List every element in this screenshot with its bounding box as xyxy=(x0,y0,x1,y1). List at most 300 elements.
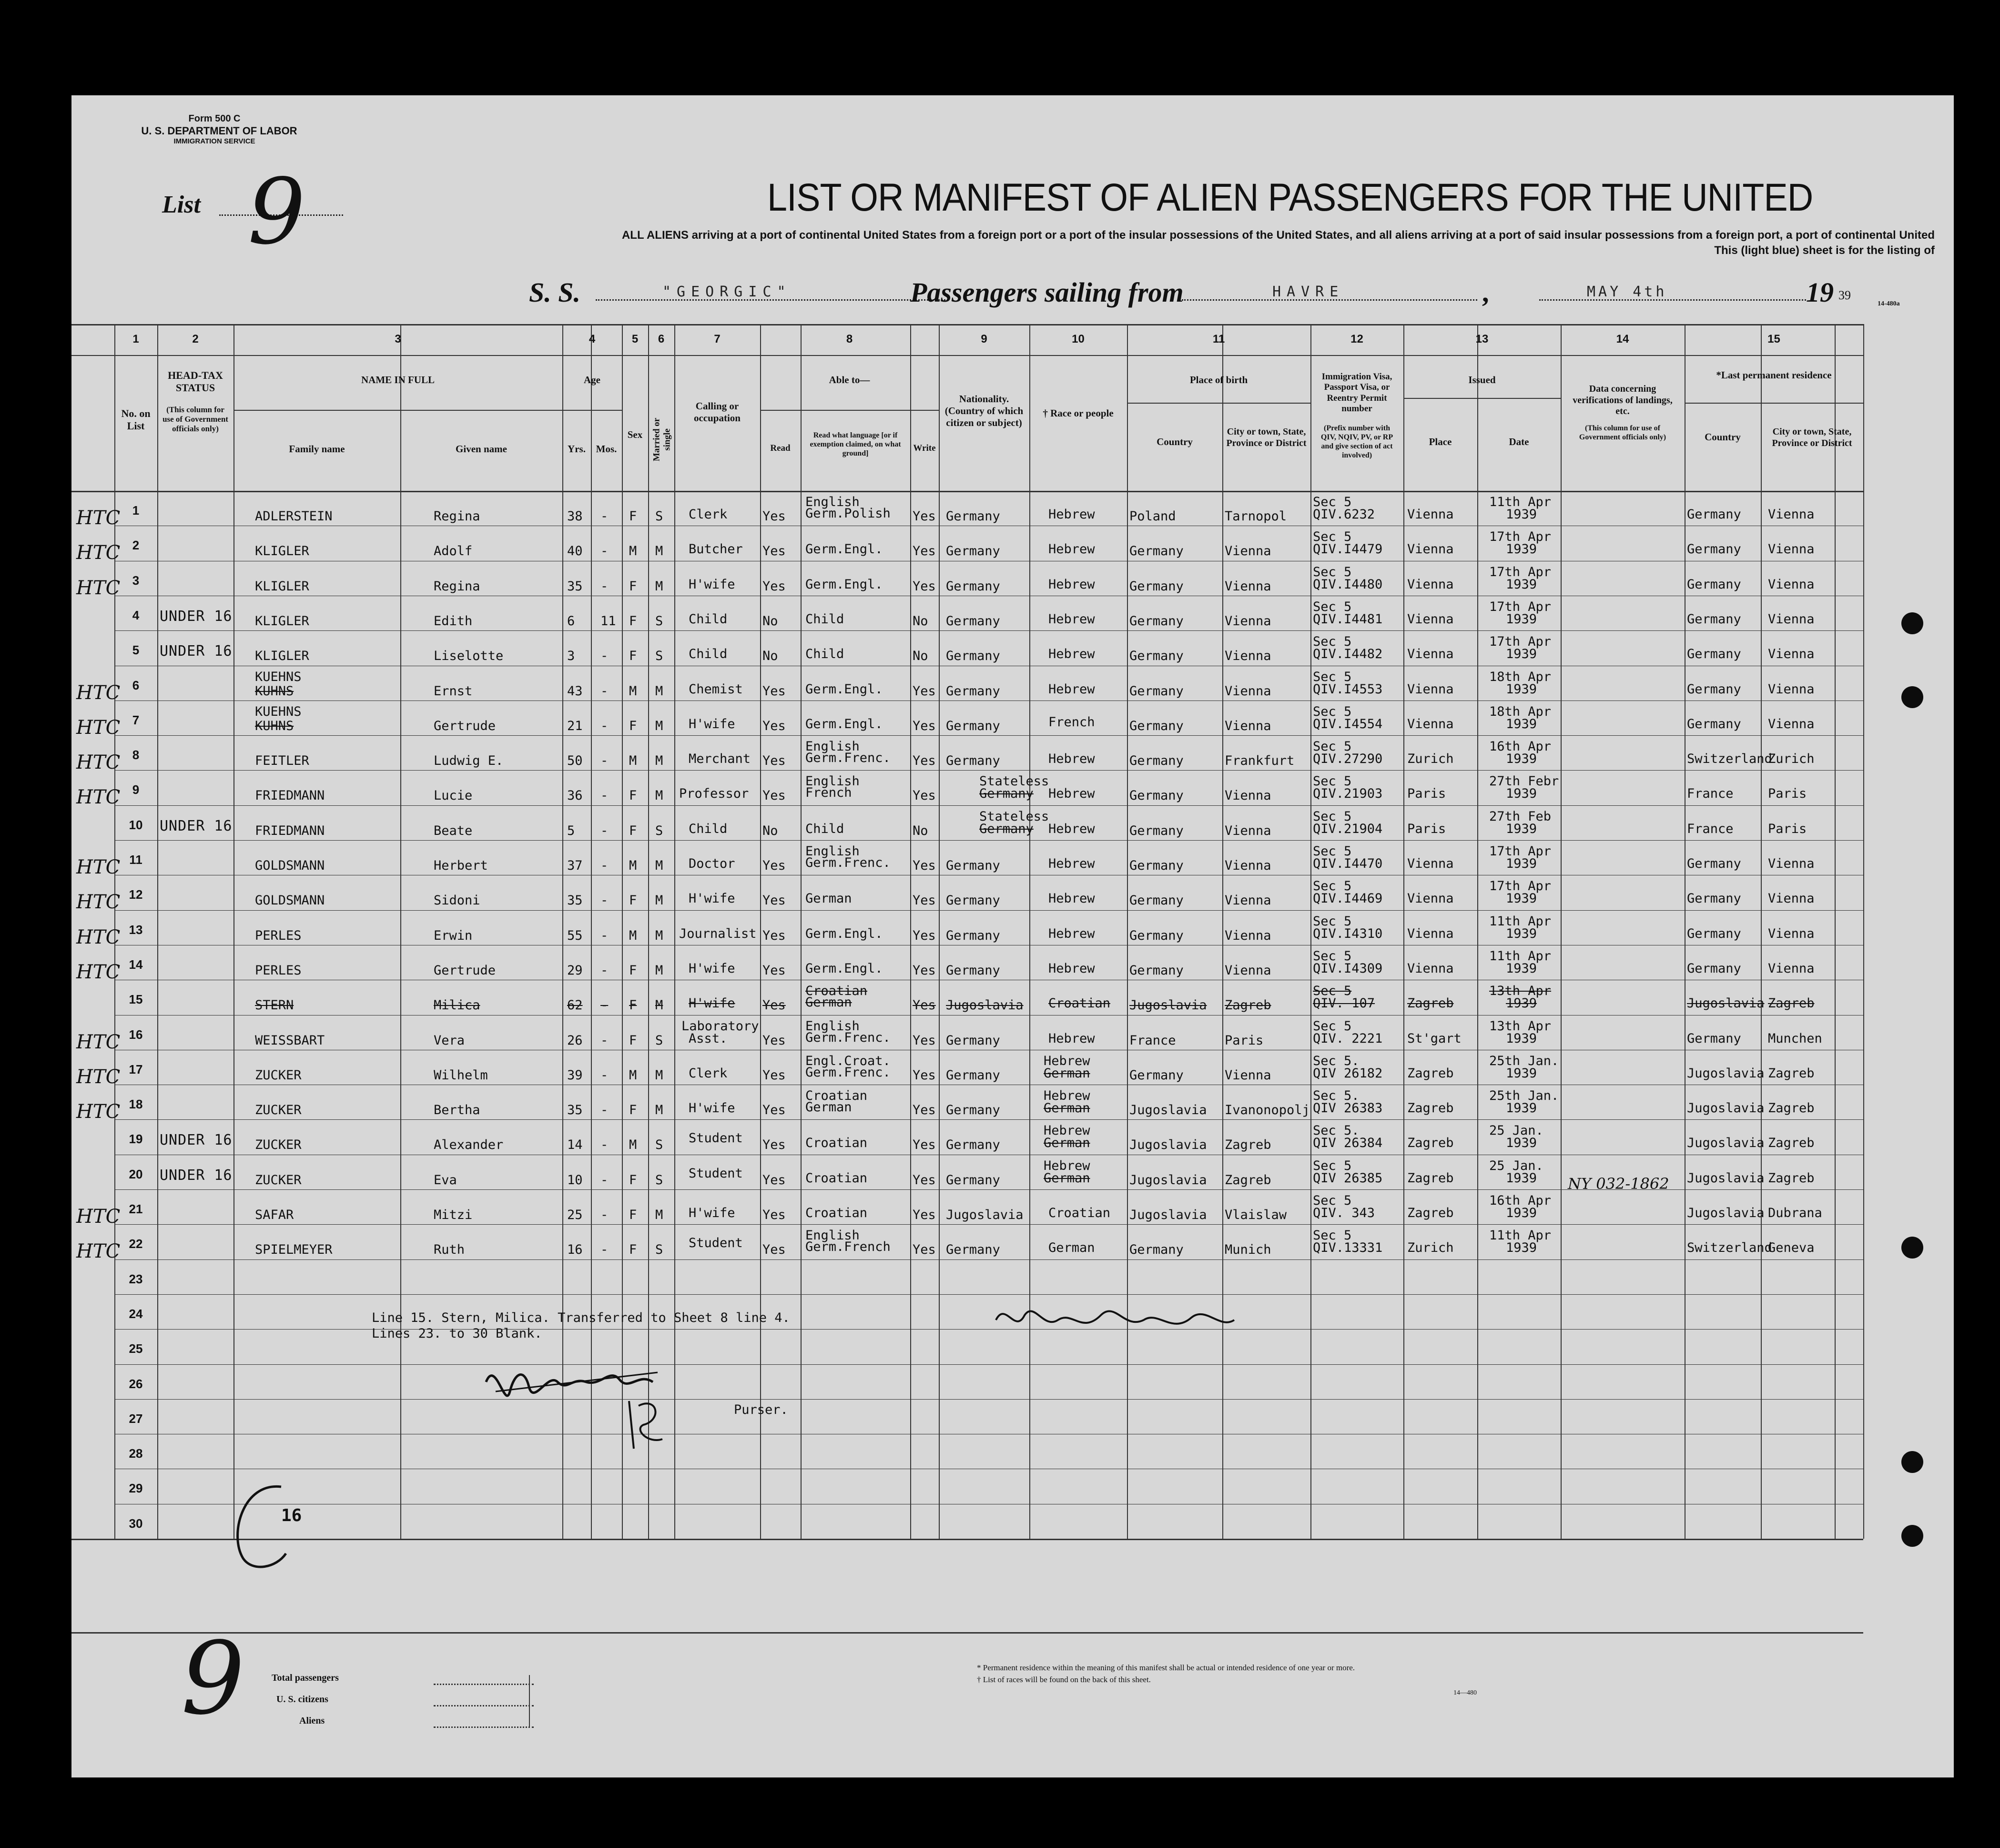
birth-city: Tarnopol xyxy=(1225,509,1287,524)
row-number: 19 xyxy=(129,1132,143,1147)
sailing-date: MAY 4th xyxy=(1587,284,1667,300)
given-name: Ernst xyxy=(434,683,473,699)
sex: F xyxy=(629,823,637,838)
read: Yes xyxy=(762,718,786,733)
issued-place: Zagreb xyxy=(1407,1136,1454,1151)
age-years: 3 xyxy=(567,649,575,664)
column-rule xyxy=(1222,324,1223,1539)
residence-country: Germany xyxy=(1687,926,1741,941)
birth-city: Vienna xyxy=(1225,928,1271,943)
visa-number: QIV 26384 xyxy=(1313,1136,1383,1151)
issued-date-year: 1939 xyxy=(1506,751,1537,767)
residence-city: Vienna xyxy=(1768,891,1815,906)
column-rule xyxy=(400,324,401,1539)
issued-date-year: 1939 xyxy=(1506,961,1537,976)
visa-number: QIV.I4481 xyxy=(1313,611,1383,627)
read: Yes xyxy=(762,998,786,1013)
row-rule xyxy=(114,1364,1863,1365)
write: Yes xyxy=(913,1172,936,1188)
row-rule xyxy=(114,770,1863,771)
issued-place: Vienna xyxy=(1407,961,1454,976)
family-name: ZUCKER xyxy=(255,1137,302,1153)
given-name: Gertrude xyxy=(434,963,496,978)
issued-date-year: 1939 xyxy=(1506,716,1537,731)
race: Hebrew xyxy=(1048,926,1095,941)
read-language-top: English xyxy=(805,495,860,509)
visa-number: QIV. 107 xyxy=(1313,996,1375,1011)
birth-country: Germany xyxy=(1129,823,1184,838)
family-name: KLIGLER xyxy=(255,649,309,664)
aliens-dotline xyxy=(434,1726,534,1728)
read-language: Germ.Engl. xyxy=(805,926,883,941)
htc-mark: HTC xyxy=(76,542,121,564)
sex: M xyxy=(629,1137,637,1153)
officer-signature xyxy=(991,1296,1239,1349)
birth-country: Jugoslavia xyxy=(1129,998,1207,1013)
visa-section: Sec 5 xyxy=(1313,669,1352,684)
visa-section: Sec 5 xyxy=(1313,1018,1352,1034)
family-name: GOLDSMANN xyxy=(255,893,325,908)
visa-section: Sec 5. xyxy=(1313,1123,1360,1138)
row-number: 23 xyxy=(129,1271,143,1286)
issued-date-year: 1939 xyxy=(1506,786,1537,802)
service-name: IMMIGRATION SERVICE xyxy=(173,137,255,145)
read: Yes xyxy=(762,1172,786,1188)
nationality: Germany xyxy=(946,718,1000,733)
issued-date-top: 17th Apr xyxy=(1489,879,1552,894)
ss-label: S. S. xyxy=(529,277,581,308)
row-number: 15 xyxy=(129,992,143,1007)
visa-section: Sec 5 xyxy=(1313,564,1352,579)
given-name: Eva xyxy=(434,1172,457,1188)
race: German xyxy=(1048,1240,1095,1256)
age-months: - xyxy=(600,928,609,943)
header-race: † Race or people xyxy=(1043,407,1114,419)
birth-city: Zagreb xyxy=(1225,1172,1271,1188)
issued-date-top: 25 Jan. xyxy=(1489,1158,1543,1173)
issued-date-top: 11th Apr xyxy=(1489,495,1552,509)
write: Yes xyxy=(913,544,936,559)
issued-date-year: 1939 xyxy=(1506,996,1537,1011)
birth-city: Ivanonopolj xyxy=(1225,1103,1310,1118)
row-number: 3 xyxy=(132,573,140,588)
read-language: Child xyxy=(805,611,844,627)
family-name: FRIEDMANN xyxy=(255,788,325,803)
birth-country: Germany xyxy=(1129,544,1184,559)
manifest-title: LIST OR MANIFEST OF ALIEN PASSENGERS FOR THE UNITED xyxy=(767,176,1813,219)
sex: F xyxy=(629,1242,637,1258)
residence-city: Vienna xyxy=(1768,611,1815,627)
marital-status: M xyxy=(655,579,663,594)
row-number: 20 xyxy=(129,1167,143,1181)
issued-date-year: 1939 xyxy=(1506,507,1537,522)
issued-date-top: 18th Apr xyxy=(1489,669,1552,684)
write: Yes xyxy=(913,718,936,733)
read: Yes xyxy=(762,1103,786,1118)
marital-status: M xyxy=(655,544,663,559)
residence-country: Jugoslavia xyxy=(1687,1101,1765,1116)
race: Hebrew xyxy=(1048,751,1095,767)
visa-number: QIV.27290 xyxy=(1313,751,1383,767)
age-years: 6 xyxy=(567,613,575,629)
column-rule xyxy=(910,324,911,1539)
read: Yes xyxy=(762,788,786,803)
given-name: Edith xyxy=(434,613,473,629)
visa-number: QIV.I4554 xyxy=(1313,716,1383,731)
calling: Child xyxy=(689,611,728,627)
row-number: 18 xyxy=(129,1097,143,1112)
visa-number: QIV. 343 xyxy=(1313,1206,1375,1220)
residence-city: Zagreb xyxy=(1768,1101,1815,1116)
port-name: HAVRE xyxy=(1272,284,1344,300)
footer-aliens: Aliens xyxy=(299,1716,325,1726)
column-number: 5 xyxy=(631,333,639,345)
row-number: 17 xyxy=(129,1062,143,1076)
residence-city: Paris xyxy=(1768,786,1807,802)
age-years: 25 xyxy=(567,1208,583,1222)
footer-us-citizens: U. S. citizens xyxy=(276,1694,328,1705)
column-rule xyxy=(1127,324,1128,1539)
residence-country: Jugoslavia xyxy=(1687,1136,1765,1151)
sex: F xyxy=(629,649,637,664)
birth-country: Germany xyxy=(1129,963,1184,978)
birth-city: Vienna xyxy=(1225,579,1271,594)
residence-country: France xyxy=(1687,821,1734,836)
citizens-dotline xyxy=(434,1705,534,1706)
age-years: 14 xyxy=(567,1137,583,1153)
read-language: Germ.Engl. xyxy=(805,961,883,976)
sex: F xyxy=(629,718,637,733)
visa-section: Sec 5 xyxy=(1313,495,1352,509)
visa-number: QIV.I4470 xyxy=(1313,856,1383,871)
race: German xyxy=(1044,1066,1090,1081)
header-residence-city: City or town, State, Province or District xyxy=(1772,426,1852,448)
visa-number: QIV.I4310 xyxy=(1313,926,1383,941)
nationality-stateless: Stateless xyxy=(979,809,1049,824)
visa-section: Sec 5 xyxy=(1313,844,1352,859)
under-16-mark: UNDER 16 xyxy=(160,608,233,625)
race: French xyxy=(1048,714,1095,730)
sex: F xyxy=(629,509,637,524)
row-rule xyxy=(114,1119,1863,1120)
family-name-correction: KUEHNS xyxy=(255,704,302,719)
calling: Student xyxy=(689,1166,743,1181)
binder-hole xyxy=(1901,1525,1923,1547)
age-months: - xyxy=(600,718,609,733)
htc-mark: HTC xyxy=(76,961,121,983)
calling: Butcher xyxy=(689,542,743,557)
nationality: Germany xyxy=(979,786,1034,802)
under-16-mark: UNDER 16 xyxy=(160,1167,233,1184)
year-prefix: 19 xyxy=(1806,277,1834,308)
read: Yes xyxy=(762,893,786,908)
read-language: Child xyxy=(805,647,844,662)
header-sex: Sex xyxy=(627,429,643,440)
column-number: 1 xyxy=(132,333,139,345)
sex: M xyxy=(629,928,637,943)
write: Yes xyxy=(913,1103,936,1118)
family-name: KLIGLER xyxy=(255,579,309,594)
purser-label: Purser. xyxy=(734,1402,788,1417)
family-name: FRIEDMANN xyxy=(255,823,325,838)
htc-mark: HTC xyxy=(76,716,121,739)
race: Hebrew xyxy=(1048,1031,1095,1046)
given-name: Sidoni xyxy=(434,893,480,908)
total-dotline xyxy=(434,1684,534,1685)
nationality: Jugoslavia xyxy=(946,1208,1024,1222)
able-subheader-rule xyxy=(760,410,939,411)
under-16-mark: UNDER 16 xyxy=(160,817,233,834)
header-head-tax: HEAD-TAX STATUS xyxy=(168,369,223,394)
visa-section: Sec 5 xyxy=(1313,634,1352,650)
family-name: FEITLER xyxy=(255,753,309,769)
residence-city: Vienna xyxy=(1768,716,1815,731)
sex: F xyxy=(629,963,637,978)
sex: M xyxy=(629,753,637,769)
issued-date-year: 1939 xyxy=(1506,821,1537,836)
marital-status: M xyxy=(655,928,663,943)
manifest-subtitle-2: This (light blue) sheet is for the listing of xyxy=(1714,244,1935,257)
age-years: 35 xyxy=(567,893,583,908)
visa-section: Sec 5 xyxy=(1313,1193,1352,1208)
htc-mark: HTC xyxy=(76,577,121,599)
given-name: Mitzi xyxy=(434,1208,473,1222)
issued-date-year: 1939 xyxy=(1506,891,1537,906)
birth-country: Germany xyxy=(1129,683,1184,699)
calling: H'wife xyxy=(689,891,735,906)
column-number: 3 xyxy=(395,333,401,345)
issued-date-top: 25th Jan. xyxy=(1489,1088,1559,1104)
row-number: 12 xyxy=(129,887,143,902)
age-months: - xyxy=(600,823,609,838)
calling: Child xyxy=(689,647,728,662)
htc-mark: HTC xyxy=(76,856,121,878)
race: Hebrew xyxy=(1048,821,1095,836)
read-language: French xyxy=(805,785,852,801)
nationality: Germany xyxy=(946,613,1000,629)
issued-date-year: 1939 xyxy=(1506,1031,1537,1046)
family-name: ADLERSTEIN xyxy=(255,509,333,524)
calling: Asst. xyxy=(689,1031,728,1046)
family-name: SPIELMEYER xyxy=(255,1242,333,1258)
issued-place: Vienna xyxy=(1407,507,1454,522)
given-name: Erwin xyxy=(434,928,473,943)
age-months: - xyxy=(600,963,609,978)
visa-section: Sec 5 xyxy=(1313,739,1352,754)
header-yrs: Yrs. xyxy=(568,443,586,455)
issued-date-top: 11th Apr xyxy=(1489,948,1552,964)
binder-hole xyxy=(1901,1237,1923,1259)
issued-date-year: 1939 xyxy=(1506,611,1537,627)
issued-place: Zagreb xyxy=(1407,1206,1454,1220)
row-number: 6 xyxy=(132,678,140,692)
marital-status: M xyxy=(655,1103,663,1118)
row-rule xyxy=(114,840,1863,841)
issued-date-top: 13th Apr xyxy=(1489,984,1552,999)
family-name: SAFAR xyxy=(255,1208,294,1222)
header-given-name: Given name xyxy=(456,443,507,455)
under-16-mark: UNDER 16 xyxy=(160,1132,233,1149)
birth-country: Germany xyxy=(1129,1242,1184,1258)
nationality: Germany xyxy=(946,858,1000,873)
birth-city: Vienna xyxy=(1225,893,1271,908)
birth-city: Vienna xyxy=(1225,718,1271,733)
age-years: 37 xyxy=(567,858,583,873)
write: No xyxy=(913,649,928,664)
read-language-top: Engl.Croat. xyxy=(805,1053,891,1068)
age-months: - xyxy=(600,788,609,803)
age-months: - xyxy=(600,649,609,664)
row-number: 29 xyxy=(129,1481,143,1496)
issued-place: Zagreb xyxy=(1407,996,1454,1011)
header-family-name: Family name xyxy=(289,443,345,455)
age-months: - xyxy=(600,753,609,769)
read-language: Germ.Frenc. xyxy=(805,1065,891,1080)
read-language: Germ.French xyxy=(805,1239,891,1255)
marital-status: M xyxy=(655,998,663,1013)
column-number: 11 xyxy=(1212,333,1225,345)
age-months: - xyxy=(600,858,609,873)
issued-place: Vienna xyxy=(1407,611,1454,627)
column-rule xyxy=(1561,324,1562,1539)
column-rule xyxy=(1310,324,1311,1539)
nationality: Jugoslavia xyxy=(946,998,1024,1013)
nationality: Germany xyxy=(946,1242,1000,1258)
column-number: 6 xyxy=(658,333,665,345)
sex: F xyxy=(629,788,637,803)
nationality: Germany xyxy=(946,1137,1000,1153)
issued-date-year: 1939 xyxy=(1506,926,1537,941)
marital-status: M xyxy=(655,893,663,908)
header-landings-note: (This column for use of Government officials only) xyxy=(1579,424,1666,441)
given-name: Vera xyxy=(434,1033,465,1048)
marital-status: M xyxy=(655,753,663,769)
age-years: 62 xyxy=(567,998,583,1013)
read-language-top: English xyxy=(805,844,860,859)
calling: Chemist xyxy=(689,681,743,697)
row-number: 21 xyxy=(129,1202,143,1216)
header-visa-note: (Prefix number with QIV, NQIV, PV, or RP and give section of act involved) xyxy=(1320,424,1393,459)
race: Hebrew xyxy=(1048,961,1095,976)
nationality: Germany xyxy=(946,753,1000,769)
read: Yes xyxy=(762,579,786,594)
birth-city: Vienna xyxy=(1225,823,1271,838)
race: Croatian xyxy=(1048,1206,1111,1220)
age-months: - xyxy=(600,1242,609,1258)
issued-date-year: 1939 xyxy=(1506,681,1537,697)
read-language: Germ.Engl. xyxy=(805,542,883,557)
row-number: 25 xyxy=(129,1341,143,1356)
column-rule xyxy=(801,324,802,1539)
issued-place: Vienna xyxy=(1407,542,1454,557)
family-name: ZUCKER xyxy=(255,1067,302,1083)
age-months: - xyxy=(600,683,609,699)
residence-city: Paris xyxy=(1768,821,1807,836)
visa-section: Sec 5 xyxy=(1313,704,1352,719)
given-name: Ruth xyxy=(434,1242,465,1258)
marital-status: M xyxy=(655,1208,663,1222)
age-months: - xyxy=(600,1103,609,1118)
footer-note-2: † List of races will be found on the back of this sheet. xyxy=(977,1675,1151,1684)
issued-date-year: 1939 xyxy=(1506,1240,1537,1256)
header-issued-date: Date xyxy=(1509,436,1529,447)
column-number: 7 xyxy=(714,333,721,345)
race: German xyxy=(1044,1136,1090,1151)
under-16-mark: UNDER 16 xyxy=(160,643,233,660)
column-number: 2 xyxy=(192,333,199,345)
read-language: Germ.Frenc. xyxy=(805,751,891,766)
write: Yes xyxy=(913,509,936,524)
age-years: 36 xyxy=(567,788,583,803)
age-months: - xyxy=(600,893,609,908)
family-name: KUHNS xyxy=(255,683,294,699)
issued-date-top: 13th Apr xyxy=(1489,1018,1552,1034)
row-number: 22 xyxy=(129,1237,143,1251)
htc-mark: HTC xyxy=(76,786,121,809)
column-rule xyxy=(1403,324,1404,1539)
calling: H'wife xyxy=(689,716,735,731)
issued-date-year: 1939 xyxy=(1506,1206,1537,1220)
birth-city: Vienna xyxy=(1225,649,1271,664)
row-number: 13 xyxy=(129,922,143,937)
age-months: - xyxy=(600,1172,609,1188)
birth-city: Munich xyxy=(1225,1242,1271,1258)
initials-mark xyxy=(619,1391,677,1458)
marital-status: M xyxy=(655,963,663,978)
calling: Student xyxy=(689,1236,743,1251)
residence-city: Vienna xyxy=(1768,542,1815,557)
nationality: Germany xyxy=(946,928,1000,943)
calling: H'wife xyxy=(689,961,735,976)
write: Yes xyxy=(913,928,936,943)
row-number: 28 xyxy=(129,1446,143,1461)
binder-hole xyxy=(1901,686,1923,708)
visa-number: QIV.I4469 xyxy=(1313,891,1383,906)
htc-mark: HTC xyxy=(76,1031,121,1053)
visa-number: QIV.21904 xyxy=(1313,821,1383,836)
issued-date-year: 1939 xyxy=(1506,1101,1537,1116)
sex: F xyxy=(629,1033,637,1048)
birth-city: Zagreb xyxy=(1225,1137,1271,1153)
htc-mark: HTC xyxy=(76,681,121,704)
calling: H'wife xyxy=(689,1206,735,1220)
column-rule xyxy=(1029,324,1030,1539)
age-years: 26 xyxy=(567,1033,583,1048)
row-number: 8 xyxy=(132,748,140,762)
residence-city: Vienna xyxy=(1768,856,1815,871)
nationality-stateless: Stateless xyxy=(979,774,1049,789)
family-name: ZUCKER xyxy=(255,1172,302,1188)
birth-city: Vienna xyxy=(1225,963,1271,978)
birth-country: Germany xyxy=(1129,858,1184,873)
visa-number: QIV.I4553 xyxy=(1313,681,1383,697)
birth-city: Vienna xyxy=(1225,683,1271,699)
birth-city: Vienna xyxy=(1225,788,1271,803)
residence-country: Germany xyxy=(1687,577,1741,592)
column-number: 12 xyxy=(1350,333,1363,345)
birth-country: Germany xyxy=(1129,613,1184,629)
header-head-tax-note: (This column for use of Government officials only) xyxy=(162,405,228,434)
column-rule xyxy=(157,324,158,1539)
age-months: - xyxy=(600,1208,609,1222)
read-language-top: Croatian xyxy=(805,1088,868,1104)
calling: Clerk xyxy=(689,507,728,522)
residence-subheader-rule xyxy=(1685,403,1863,404)
residence-city: Dubrana xyxy=(1768,1206,1822,1220)
residence-city: Zagreb xyxy=(1768,1136,1815,1151)
comma: , xyxy=(1482,277,1489,308)
read: Yes xyxy=(762,1033,786,1048)
